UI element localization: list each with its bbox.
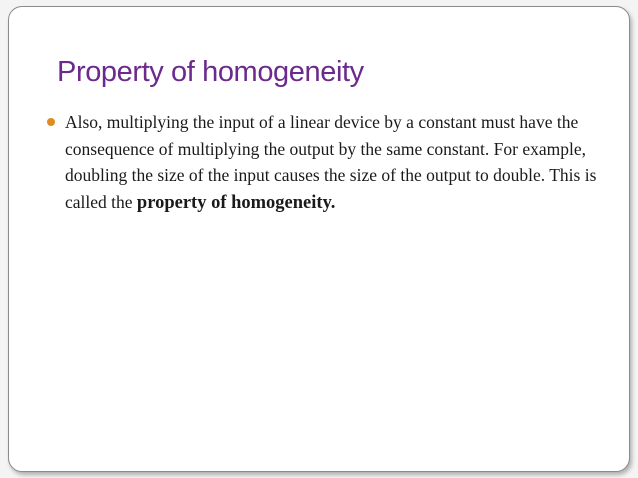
bullet-emphasis-text: property of homogeneity. (136, 192, 336, 213)
slide-title: Property of homogeneity (57, 56, 364, 88)
slide (8, 6, 630, 472)
bullet-item (45, 109, 599, 216)
bullet-dot-icon (47, 118, 55, 126)
bullet-text: Also, multiplying the input of a linear device by a constant must have the consequence of multiplying the output by the same constant. For example, doubling the size of the input causes the size of the output to double. This is called the (65, 112, 597, 212)
bullet-list (45, 109, 599, 216)
